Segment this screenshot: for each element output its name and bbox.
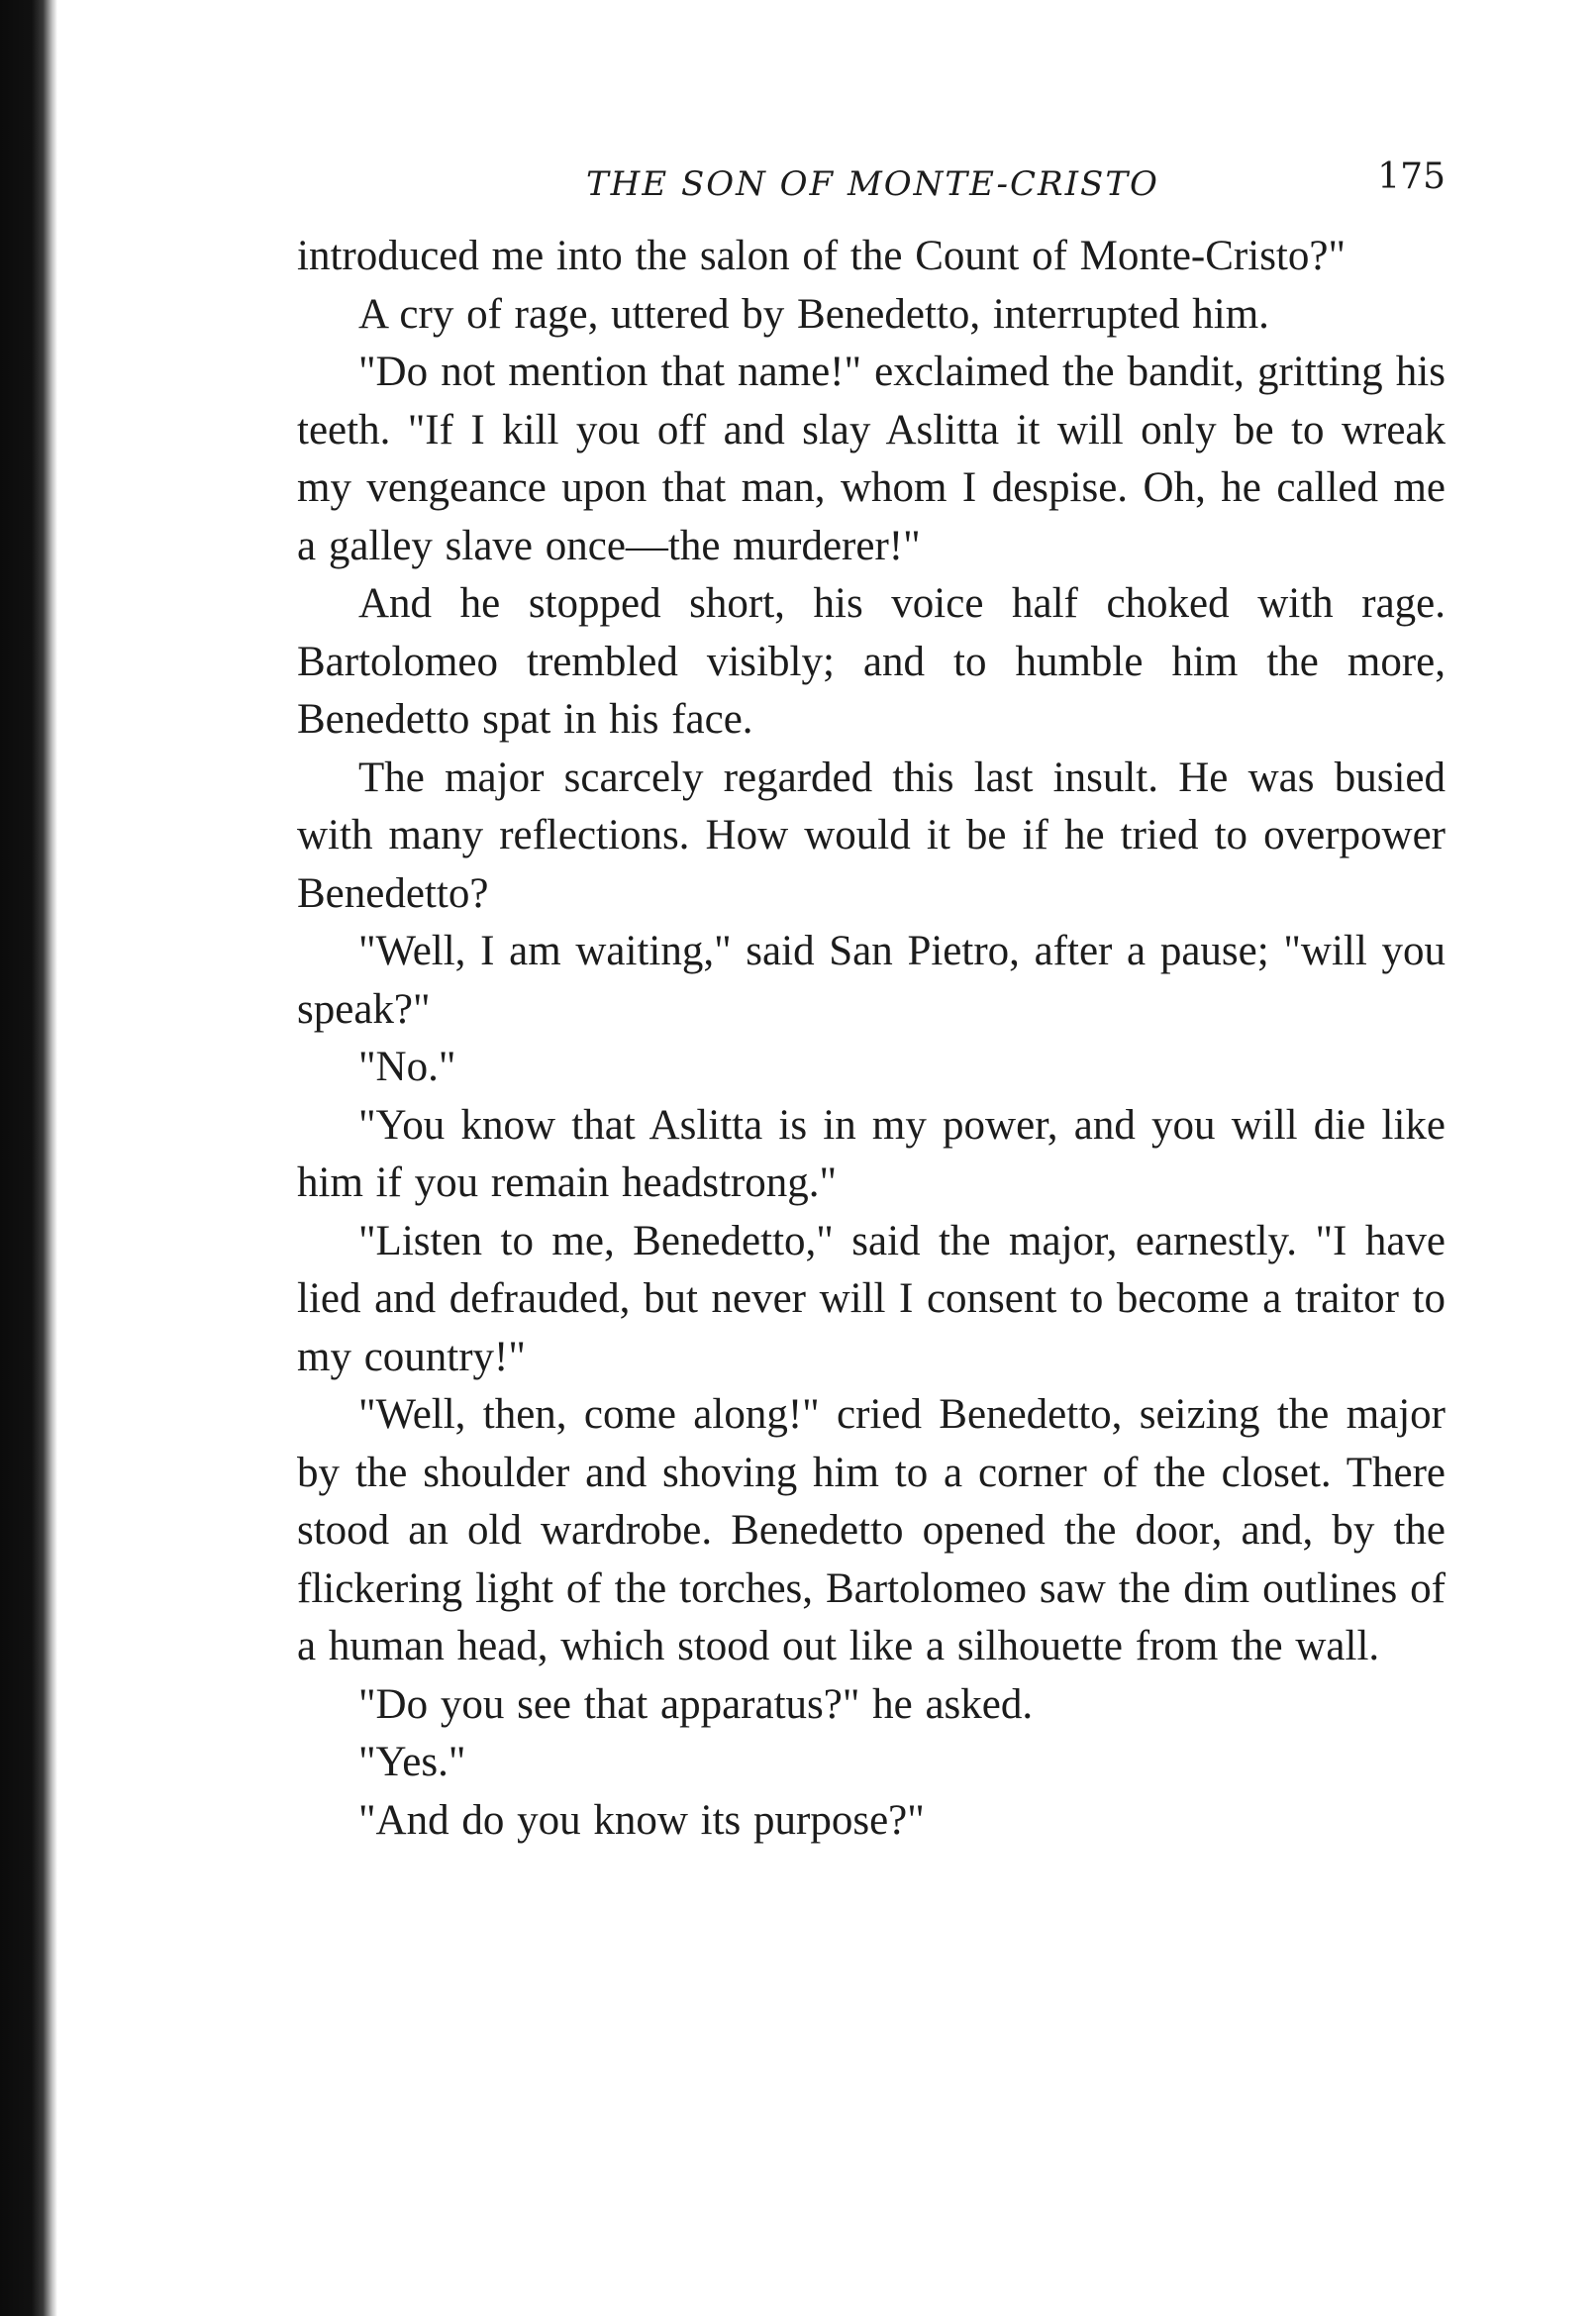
book-binding-edge [0,0,57,2316]
paragraph: A cry of rage, uttered by Benedetto, interrupted him. [358,290,1269,338]
page-number: 175 [1377,156,1446,197]
paragraph: introduced me into the salon of the Count of Monte-Cristo?" [297,233,1347,279]
paragraph: "Do not mention that name!" exclaimed the bandit, gritting his teeth. "If I kill you off and slay Aslitta it will only be to wreak my vengeance upon that man, whom I despise. Oh, he called me a galley slave once—the murderer!" [297,349,1446,569]
running-title: THE SON OF MONTE-CRISTO [586,164,1159,204]
paragraph: And he stopped short, his voice half choked with rage. Bartolomeo trembled visibly; and to humble him the more, Benedetto spat in his face. [297,580,1446,743]
paragraph: "Well, I am waiting," said San Pietro, after a pause; "will you speak?" [297,928,1446,1033]
running-head [297,149,1446,228]
paragraph: "Listen to me, Benedetto," said the major, earnestly. "I have lied and defrauded, but never will I consent to become a traitor to my country!" [297,1217,1446,1380]
paragraph: "You know that Aslitta is in my power, and you will die like him if you remain headstrong." [297,1101,1446,1206]
paragraph: "Well, then, come along!" cried Benedetto, seizing the major by the shoulder and shoving him to a corner of the closet. There stood an old wardrobe. Benedetto opened the door, and, by the flickering light of the torches, Bartolomeo saw the dim outlines of a human head, which stood out like a silhouette from the wall. [297,1391,1446,1669]
paragraph: "And do you know its purpose?" [358,1796,925,1844]
paragraph: "Do you see that apparatus?" he asked. [358,1680,1034,1728]
paragraph: "Yes." [358,1739,466,1785]
body-text [297,228,1446,1850]
paragraph: "No." [358,1044,456,1090]
paragraph: The major scarcely regarded this last insult. He was busied with many reflections. How would it be if he tried to overpower Benedetto? [297,754,1446,917]
book-page [297,149,1446,1850]
